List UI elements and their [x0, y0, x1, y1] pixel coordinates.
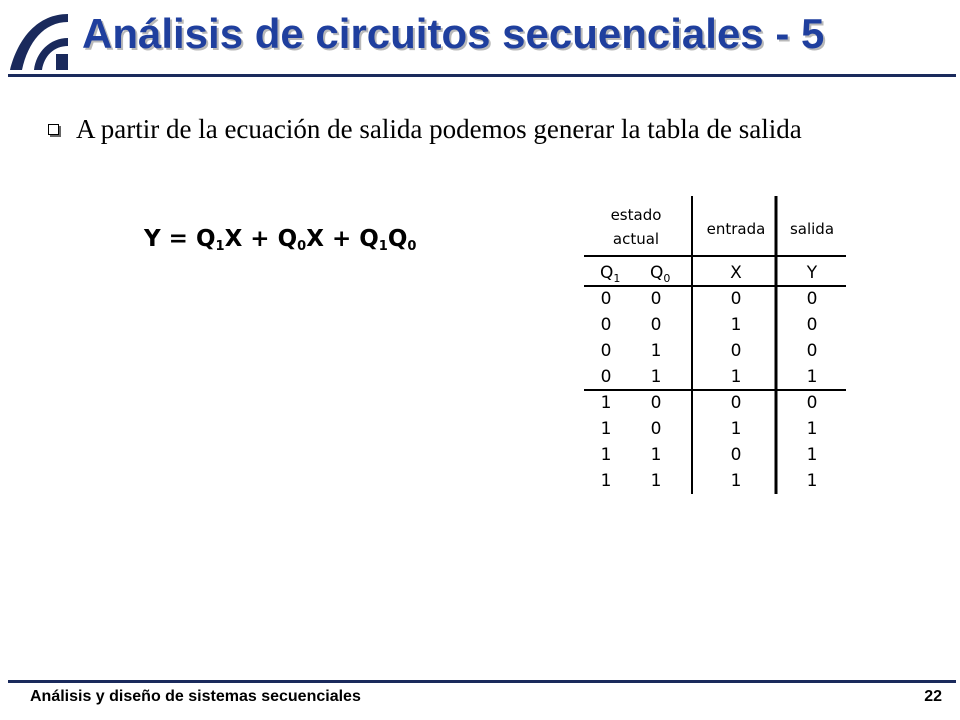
table-cell: 1: [806, 445, 818, 465]
checkbox-bullet-icon: [48, 124, 59, 135]
table-cell: 1: [730, 471, 742, 491]
term-letter: Q: [387, 226, 408, 252]
table-cell: 0: [806, 341, 818, 361]
equation-term-2: [278, 226, 324, 252]
table-cell: 0: [730, 289, 742, 309]
page-number: 22: [924, 688, 942, 705]
table-cell: 0: [600, 289, 612, 309]
header-entrada: entrada: [706, 220, 766, 238]
term-letter: X: [306, 226, 324, 252]
term-letter: Q: [359, 226, 379, 252]
table-cell: 0: [730, 341, 742, 361]
table-cell: 1: [600, 471, 612, 491]
output-equation: [144, 226, 416, 254]
equation-term-1: [196, 226, 242, 252]
term-letter: Q: [277, 226, 298, 252]
output-truth-table: [584, 196, 864, 496]
footer-course-title: Análisis y diseño de sistemas secuenciales: [30, 688, 361, 705]
table-cell: 0: [650, 393, 662, 413]
table-cell: 1: [650, 471, 662, 491]
table-cell: 0: [650, 315, 662, 335]
table-cell: 0: [600, 315, 612, 335]
table-cell: 1: [650, 341, 662, 361]
equation-term-3: [359, 226, 416, 252]
col-q0-label: $Q_0$: [650, 263, 671, 285]
header-salida: salida: [789, 220, 835, 238]
table-cell: 0: [806, 315, 818, 335]
col-y-label: Y: [806, 263, 818, 283]
title-divider: [8, 74, 956, 77]
table-cell: 1: [600, 393, 612, 413]
table-cell: 0: [806, 289, 818, 309]
term-subscript: 1: [215, 239, 225, 254]
col-q1-label: $Q_1$: [600, 263, 621, 285]
term-letter: X: [224, 226, 243, 252]
header-estado-line-2: actual: [612, 230, 660, 248]
equation-plus: +: [323, 226, 360, 252]
equation-plus: +: [242, 226, 278, 252]
table-cell: 1: [806, 419, 818, 439]
table-cell: 0: [730, 445, 742, 465]
equation-equals: =: [160, 226, 196, 252]
table-cell: 1: [650, 367, 662, 387]
table-cell: 1: [600, 419, 612, 439]
footer-divider: [8, 680, 956, 683]
swoosh-logo-icon: [4, 8, 74, 72]
table-cell: 1: [650, 445, 662, 465]
table-cell: 1: [806, 367, 818, 387]
term-subscript: 0: [407, 239, 417, 254]
table-cell: 0: [600, 367, 612, 387]
table-cell: 0: [650, 289, 662, 309]
table-cell: 0: [730, 393, 742, 413]
term-letter: Q: [195, 226, 216, 252]
table-cell: 1: [806, 471, 818, 491]
table-cell: 0: [806, 393, 818, 413]
table-cell: 1: [730, 315, 742, 335]
table-cell: 1: [600, 445, 612, 465]
table-cell: 0: [600, 341, 612, 361]
header-estado-line-1: estado: [610, 206, 662, 224]
table-cell: 1: [730, 367, 742, 387]
col-x-label: X: [730, 263, 742, 283]
table-cell: 1: [730, 419, 742, 439]
term-subscript: 0: [297, 239, 307, 254]
bullet-text: A partir de la ecuación de salida podemos generar la tabla de salida: [76, 114, 802, 144]
bullet-item: [48, 112, 868, 146]
table-cell: 0: [650, 419, 662, 439]
page-title: Análisis de circuitos secuenciales - 5: [82, 10, 825, 57]
term-subscript: 1: [378, 239, 388, 254]
equation-lhs: Y: [144, 226, 161, 252]
